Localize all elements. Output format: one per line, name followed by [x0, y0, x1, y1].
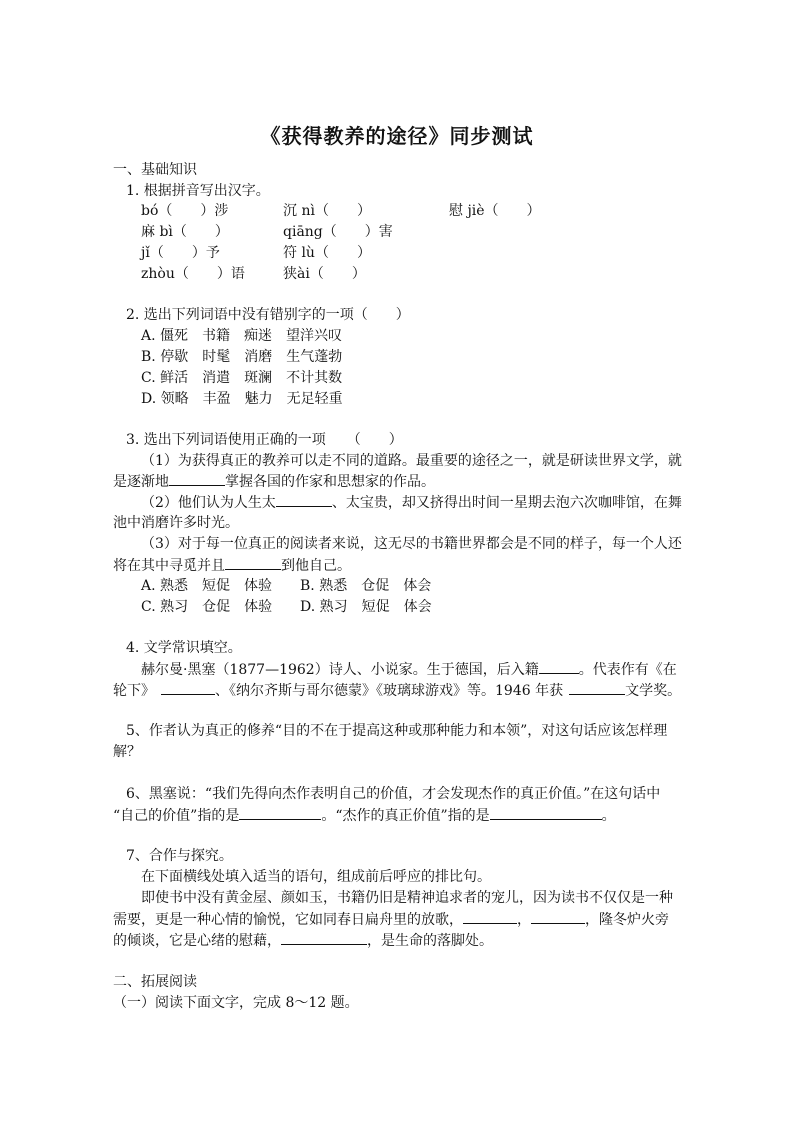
fill-blank[interactable] [531, 909, 585, 924]
q7-text: 即使书中没有黄金屋、颜如玉，书籍仍旧是精神追求者的宠儿，因为读书不仅仅是一种 [141, 890, 673, 906]
q1-stem: 1. 根据拼音写出汉字。 [126, 183, 270, 199]
q3-option: B. 熟悉 仓促 体会 [300, 578, 432, 594]
fill-blank[interactable] [490, 805, 602, 820]
q3-sentence-3: （3）对于每一位真正的阅读者来说，这无尽的书籍世界都会是不同的样子，每一个人还 [141, 536, 682, 552]
fill-blank[interactable] [276, 492, 332, 507]
fill-blank[interactable] [161, 680, 215, 695]
q4-text-cont: 轮下》 、《纳尔齐斯与哥尔德蒙》《玻璃球游戏》等。1946 年获 文学奖。 [113, 680, 681, 701]
q2-option: C. 鲜活 消遣 斑澜 不计其数 [141, 370, 343, 386]
q6-text-cont: “自己的价值”指的是 。“杰作的真正价值”指的是 。 [113, 805, 616, 826]
q6-text: 6、黑塞说：“我们先得向杰作表明自己的价值，才会发现杰作的真正价值。”在这句话中 [126, 786, 661, 802]
page-title: 《获得教养的途径》同步测试 [260, 124, 534, 148]
fill-blank[interactable] [225, 555, 281, 570]
fill-blank[interactable] [569, 680, 625, 695]
q3-stem: 3. 选出下列词语使用正确的一项 （ ） [126, 432, 403, 448]
q2-option: B. 停歇 时髦 消磨 生气蓬勃 [141, 349, 343, 365]
q2-stem: 2. 选出下列词语中没有错别字的一项（ ） [126, 307, 410, 323]
fill-blank[interactable] [281, 930, 367, 945]
q2-option: A. 僵死 书籍 痴迷 望洋兴叹 [141, 328, 343, 344]
q7-text-cont: 需要，更是一种心情的愉悦，它如同春日扁舟里的放歌， ， ，隆冬炉火旁 [113, 909, 669, 930]
q1-item: 慰 jiè（ ） [449, 203, 541, 219]
q5-text: 5、作者认为真正的修养“目的不在于提高这种或那种能力和本领”，对这句话应该怎样理 [126, 723, 668, 739]
reading-instruction: （一）阅读下面文字，完成 8～12 题。 [113, 995, 359, 1011]
q3-sentence-3-cont: 将在其中寻觅并且 到他自己。 [113, 555, 351, 576]
q1-item: 狭ài（ ） [283, 266, 366, 282]
q3-option: A. 熟悉 短促 体验 [141, 578, 273, 594]
q3-option: C. 熟习 仓促 体验 [141, 599, 273, 615]
q1-item: 麻 bì（ ） [141, 224, 229, 240]
section-heading-basic: 一、基础知识 [113, 162, 197, 178]
q1-item: jǐ（ ）予 [141, 245, 220, 261]
q4-text: 赫尔曼·黑塞（1877—1962）诗人、小说家。生于德国，后入籍 。代表作有《在 [141, 659, 677, 680]
fill-blank[interactable] [169, 471, 225, 486]
q5-text-cont: 解？ [113, 744, 141, 760]
q1-item: 沉 nì（ ） [283, 203, 371, 219]
fill-blank[interactable] [239, 805, 321, 820]
q7-instruction: 在下面横线处填入适当的语句，组成前后呼应的排比句。 [141, 869, 491, 885]
q2-option: D. 领略 丰盈 魅力 无足轻重 [141, 391, 343, 407]
q1-item: qiāng（ ）害 [283, 224, 393, 240]
q3-option: D. 熟习 短促 体会 [300, 599, 432, 615]
fill-blank[interactable] [539, 659, 579, 674]
q1-item: 符 lù（ ） [283, 245, 371, 261]
section-heading-reading: 二、拓展阅读 [113, 974, 197, 990]
q4-stem: 4. 文学常识填空。 [126, 640, 242, 656]
q1-item: bó（ ）涉 [141, 203, 229, 219]
q3-sentence-2-cont: 池中消磨许多时光。 [113, 515, 239, 531]
q7-text-cont: 的倾谈，它是心绪的慰藉， ，是生命的落脚处。 [113, 930, 493, 951]
q3-sentence-2: （2）他们认为人生太 、太宝贵，却又挤得出时间一星期去泡六次咖啡馆，在舞 [141, 492, 682, 513]
q3-sentence-1: （1）为获得真正的教养可以走不同的道路。最重要的途径之一，就是研读世界文学，就 [141, 453, 682, 469]
fill-blank[interactable] [463, 909, 517, 924]
q1-item: zhòu（ ）语 [141, 266, 245, 282]
q7-stem: 7、合作与探究。 [126, 848, 233, 864]
q3-sentence-1-cont: 是逐渐地 掌握各国的作家和思想家的作品。 [113, 471, 435, 492]
